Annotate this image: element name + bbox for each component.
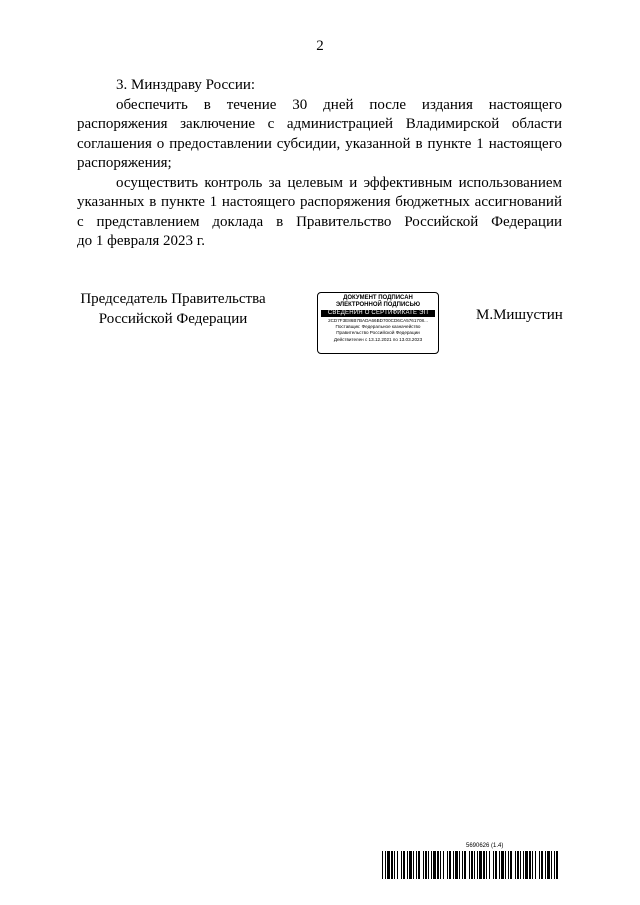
page-number: 2	[316, 38, 324, 54]
paragraph-line: указанных в пункте 1 настоящего распоряжения бюджетных ассигнований	[77, 194, 562, 210]
stamp-certificate-band: СВЕДЕНИЯ О СЕРТИФИКАТЕ ЭП	[321, 310, 435, 317]
stamp-validity: Действителен с 13.12.2021 по 13.03.2023	[333, 336, 423, 342]
paragraph-line: соглашения о предоставлении субсидии, указанной в пункте 1 настоящего	[77, 135, 562, 152]
stamp-heading: ДОКУМЕНТ ПОДПИСАН	[343, 295, 413, 301]
stamp-certificate-number: 2CD7F3E86B7BADA66BD700CD6CA5761708...	[328, 318, 428, 323]
stamp-owner: Правительство Российской Федерации	[336, 330, 420, 336]
paragraph-provide	[77, 96, 562, 174]
paragraph-line: до 1 февраля 2023 г.	[77, 233, 205, 249]
paragraph-line: осуществить контроль за целевым и эффективным использованием	[116, 174, 562, 191]
electronic-signature-stamp	[317, 292, 439, 354]
barcode	[382, 851, 560, 879]
paragraph-line: распоряжения заключение с администрацией Владимирской области	[77, 116, 562, 132]
paragraph-control	[77, 174, 562, 252]
paragraph-line: распоряжения;	[77, 155, 172, 171]
signatory-name: М.Мишустин	[476, 307, 563, 323]
signatory-title-line: Председатель Правительства	[80, 291, 266, 307]
paragraph-line: с представлением доклада в Правительство Российской Федерации	[77, 213, 562, 230]
paragraph-line: обеспечить в течение 30 дней после издания настоящего	[116, 96, 562, 113]
document-code: 5690626 (1.4)	[466, 843, 504, 849]
signatory-title	[78, 290, 268, 329]
stamp-heading: ЭЛЕКТРОННОЙ ПОДПИСЬЮ	[335, 302, 421, 308]
paragraph-heading: 3. Минздраву России:	[116, 77, 256, 93]
stamp-supplier: Поставщик: Федеральное казначейство	[335, 324, 421, 330]
signatory-title-line: Российской Федерации	[98, 310, 248, 327]
body-text	[77, 76, 562, 252]
